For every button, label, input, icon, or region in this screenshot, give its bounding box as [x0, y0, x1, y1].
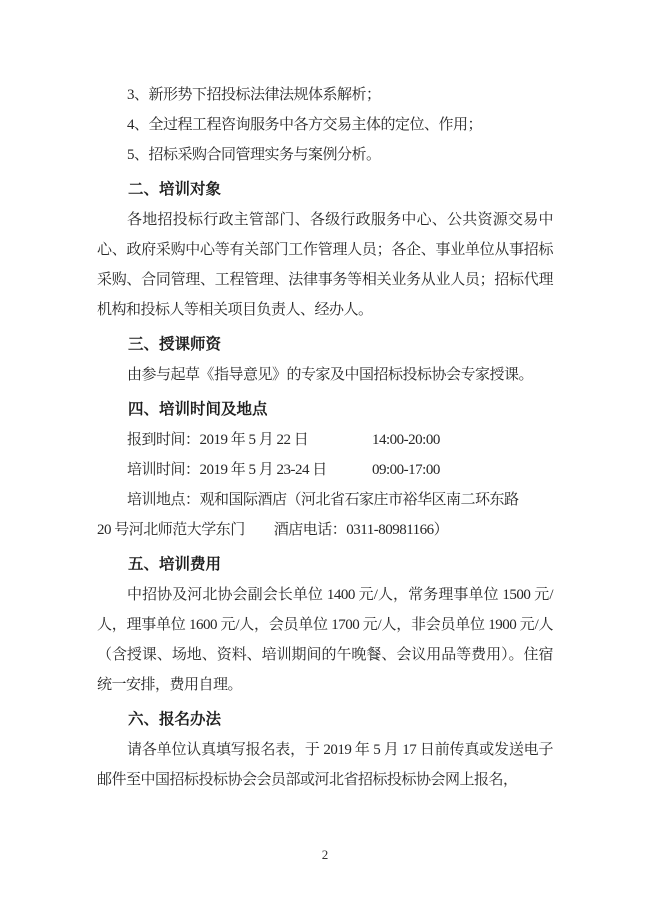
training-location-line1: 培训地点：观和国际酒店（河北省石家庄市裕华区南二环东路 — [127, 492, 519, 508]
agenda-item-4: 4、全过程工程咨询服务中各方交易主体的定位、作用； — [127, 117, 483, 133]
page-number: 2 — [321, 847, 329, 862]
training-time-label: 培训时间：2019 年 5 月 23-24 日 — [127, 462, 327, 478]
section-heading-trainees: 二、培训对象 — [128, 181, 222, 198]
agenda-item-5: 5、招标采购合同管理实务与案例分析。 — [127, 147, 381, 163]
section-heading-registration: 六、报名办法 — [128, 711, 222, 728]
training-time-line — [97, 455, 553, 485]
trainees-paragraph: 各地招投标行政主管部门、各级行政服务中心、公共资源交易中心、政府采购中心等有关部门工作管理人员；各企、事业单位从事招标采购、合同管理、工程管理、法律事务等相关业务从业人员；招标代理机构和投标人等相关项目负责人、经办人。 — [97, 212, 553, 318]
registration-paragraph: 请各单位认真填写报名表，于 2019 年 5 月 17 日前传真或发送电子邮件至中国招标投标协会会员部或河北省招标投标协会网上报名， — [97, 742, 553, 788]
section-heading-fees: 五、培训费用 — [128, 556, 222, 573]
document-content — [97, 0, 553, 795]
faculty-paragraph: 由参与起草《指导意见》的专家及中国招标投标协会专家授课。 — [127, 367, 534, 383]
registration-time-value: 14:00-20:00 — [372, 432, 440, 448]
section-heading-faculty: 三、授课师资 — [128, 336, 222, 353]
agenda-item-3: 3、新形势下招投标法律法规体系解析； — [127, 87, 381, 103]
fees-paragraph: 中招协及河北协会副会长单位 1400 元/人，常务理事单位 1500 元/人，理事单位 1600 元/人，会员单位 1700 元/人，非会员单位 1900 元/人（含授课、场地、资料、培训期间的午晚餐、会议用品等费用）。住宿统一安排，费用自理。 — [97, 587, 553, 693]
section-heading-schedule: 四、培训时间及地点 — [128, 401, 268, 418]
registration-time-label: 报到时间：2019 年 5 月 22 日 — [127, 432, 309, 448]
training-location-line2: 20 号河北师范大学东门 酒店电话：0311-80981166） — [97, 522, 449, 538]
training-time-value: 09:00-17:00 — [372, 462, 440, 478]
registration-time-line — [97, 425, 553, 455]
